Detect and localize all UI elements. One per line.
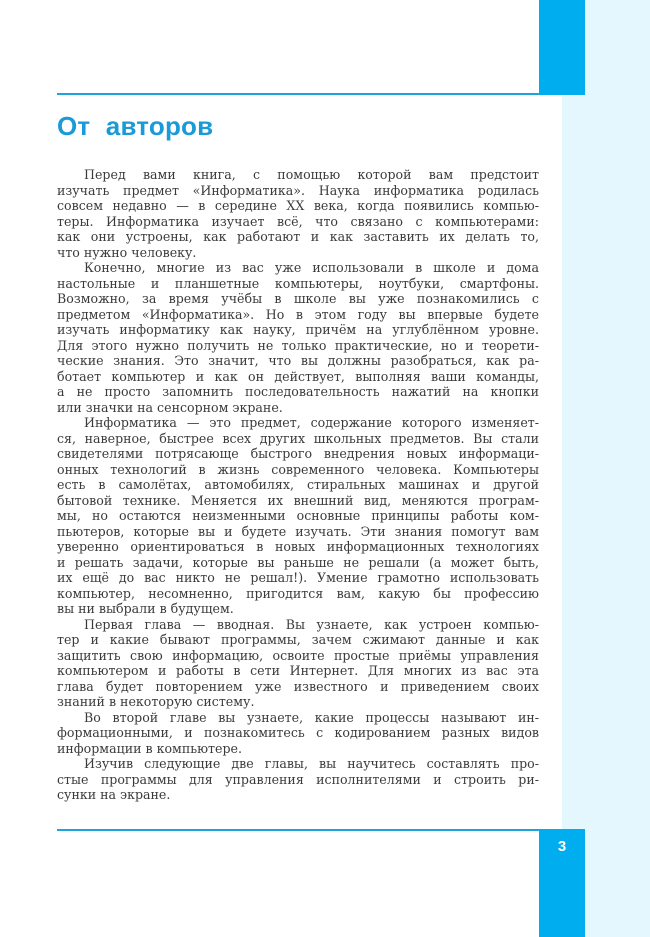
text-line: вы ни выбрали в будущем. (57, 601, 234, 616)
text-line: Изучив следующие две главы, вы научитесь составлять про- (84, 756, 539, 771)
text-line: свидетелями потрясающе быстрого внедрения новых информаци- (57, 446, 539, 461)
text-line: изучать информатику как науку, причём на углублённом уровне. (57, 322, 539, 337)
paragraph (57, 710, 539, 757)
text-line: стые программы для управления исполнителями и строить ри- (57, 771, 539, 787)
text-line: есть в самолётах, автомобилях, стиральных машинах и другой (57, 477, 539, 492)
bottom-rule-divider (57, 829, 539, 831)
page-title: От авторов (57, 111, 214, 141)
paragraph (57, 167, 539, 260)
text-line: онных технологий в жизнь современного человека. Компьютеры (57, 461, 539, 477)
text-line: изучать предмет «Информатика». Наука информатика родилась (57, 182, 539, 198)
margin-strip-top (585, 0, 650, 96)
top-accent-band (539, 0, 585, 95)
text-line: как они устроены, как работают и как заставить их делать то, (57, 229, 539, 244)
text-line: Во второй главе вы узнаете, какие процессы называют ин- (84, 709, 539, 725)
text-line: Конечно, многие из вас уже использовали в школе и дома (84, 260, 539, 275)
text-line: ботает компьютер и как он действует, выполняя ваши команды, (57, 368, 539, 384)
paragraph (57, 756, 539, 803)
text-line: Перед вами книга, с помощью которой вам предстоит (84, 167, 539, 182)
text-line: что нужно человеку. (57, 244, 197, 260)
text-line: настольные и планшетные компьютеры, ноутбуки, смартфоны. (57, 275, 539, 291)
text-line: их ещё до вас никто не решал!). Умение грамотно использовать (57, 570, 539, 585)
text-line: информации в компьютере. (57, 740, 242, 756)
text-line: Возможно, за время учёбы в школе вы уже познакомились с (57, 291, 539, 306)
text-line: и решать задачи, которые вы раньше не решали (а может быть, (57, 554, 539, 570)
text-line: уверенно ориентироваться в новых информационных технологиях (57, 539, 539, 554)
text-line: предметом «Информатика». Но в этом году вы впервые будете (57, 306, 539, 322)
text-line: Первая глава — вводная. Вы узнаете, как устроен компью- (84, 616, 539, 632)
text-line: знаний в некоторую систему. (57, 694, 255, 709)
text-line: или значки на сенсорном экране. (57, 399, 283, 415)
margin-strip (562, 96, 650, 937)
paragraph (57, 617, 539, 710)
paragraph (57, 260, 539, 415)
text-line: сунки на экране. (57, 787, 171, 802)
text-line: пьютеров, которые вы и будете изучать. Эти знания помогут вам (57, 523, 539, 539)
text-line: формационными, и познакомитесь с кодированием разных видов (57, 725, 539, 740)
text-line: мы, но остаются неизменными основные принципы работы ком- (57, 508, 539, 523)
text-line: Информатика — это предмет, содержание которого изменяет- (84, 415, 539, 430)
text-line: теры. Информатика изучает всё, что связано с компьютерами: (57, 213, 539, 229)
text-line: ческие знания. Это значит, что вы должны разобраться, как ра- (57, 353, 539, 368)
text-line: защитить свою информацию, освоите простые приёмы управления (57, 647, 539, 663)
paragraph (57, 415, 539, 617)
page-body (57, 167, 539, 803)
text-line: совсем недавно — в середине XX века, когда появились компью- (57, 198, 539, 213)
text-line: а не просто запомнить последовательность нажатий на кнопки (57, 384, 539, 399)
page-number: 3 (557, 838, 567, 855)
top-rule-divider (57, 93, 539, 95)
text-line: компьютером и работы в сети Интернет. Для многих из вас эта (57, 663, 539, 678)
text-line: тер и какие бывают программы, зачем сжимают данные и как (57, 632, 539, 647)
text-line: глава будет повторением уже известного и приведением своих (57, 678, 539, 694)
text-line: ся, наверное, быстрее всех других школьных предметов. Вы стали (57, 430, 539, 446)
text-line: бытовой технике. Меняется их внешний вид, меняются програм- (57, 492, 539, 508)
text-line: компьютер, несомненно, пригодится вам, какую бы профессию (57, 585, 539, 601)
text-line: Для этого нужно получить не только практические, но и теорети- (57, 337, 539, 353)
